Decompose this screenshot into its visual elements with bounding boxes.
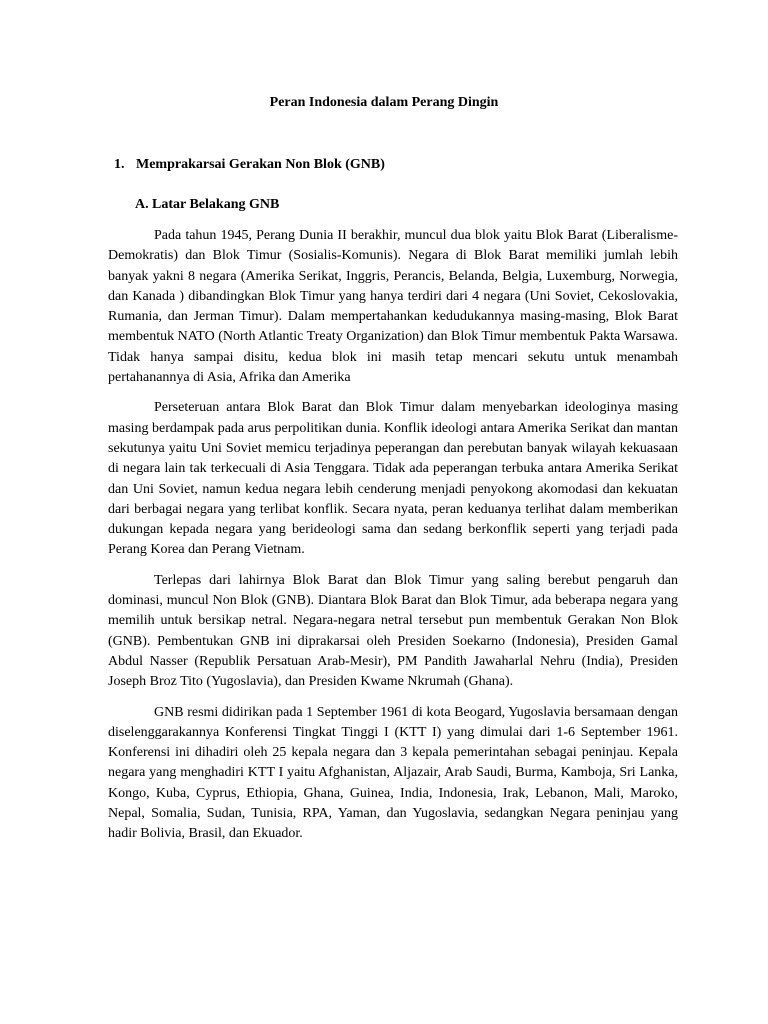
body-text [108, 226, 678, 855]
paragraph: Terlepas dari lahirnya Blok Barat dan Blok Timur yang saling berebut pengaruh dan dominasi, muncul Non Blok (GNB). Diantara Blok Barat dan Blok Timur, ada beberapa negara yang memilih untuk bersikap netral. Negara-negara netral tersebut pun membentuk Gerakan Non Blok (GNB). Pembentukan GNB ini diprakarsai oleh Presiden Soekarno (Indonesia), Presiden Gamal Abdul Nasser (Republik Persatuan Arab-Mesir), PM Pandith Jawaharlal Nehru (India), Presiden Joseph Broz Tito (Yugoslavia), dan Presiden Kwame Nkrumah (Ghana). [108, 572, 678, 690]
paragraph: GNB resmi didirikan pada 1 September 1961 di kota Beogard, Yugoslavia bersamaan dengan diselenggarakannya Konferensi Tingkat Tinggi I (KTT I) yang dimulai dari 1-6 September 1961. Konferensi ini dihadiri oleh 25 kepala negara dan 3 kepala pemerintahan sebagai peninjau. Kepala negara yang menghadiri KTT I yaitu Afghanistan, Aljazair, Arab Saudi, Burma, Kamboja, Sri Lanka, Kongo, Kuba, Cyprus, Ethiopia, Ghana, Guinea, India, Indonesia, Irak, Lebanon, Mali, Maroko, Nepal, Somalia, Sudan, Tunisia, RPA, Yaman, dan Yugoslavia, sedangkan Negara peninjau yang hadir Bolivia, Brasil, dan Ekuador. [108, 704, 678, 842]
subsection-title: Latar Belakang GNB [152, 197, 280, 212]
subsection-heading [135, 195, 279, 215]
section-heading [114, 155, 385, 175]
paragraph: Pada tahun 1945, Perang Dunia II berakhir, muncul dua blok yaitu Blok Barat (Liberalisme-Demokratis) dan Blok Timur (Sosialis-Komunis). Negara di Blok Barat memiliki jumlah lebih banyak yakni 8 negara (Amerika Serikat, Inggris, Perancis, Belanda, Belgia, Luxemburg, Norwegia, dan Kanada ) dibandingkan Blok Timur yang hanya terdiri dari 4 negara (Uni Soviet, Cekoslovakia, Rumania, dan Jerman Timur). Dalam mempertahankan kedudukannya masing-masing, Blok Barat membentuk NATO (North Atlantic Treaty Organization) dan Blok Timur membentuk Pakta Warsawa. Tidak hanya sampai disitu, kedua blok ini masih tetap mencari sekutu untuk menambah pertahanannya di Asia, Afrika dan Amerika [108, 228, 678, 386]
section-number: 1. [114, 157, 125, 172]
paragraph: Perseteruan antara Blok Barat dan Blok Timur dalam menyebarkan ideologinya masing masing berdampak pada arus perpolitikan dunia. Konflik ideologi antara Amerika Serikat dan mantan sekutunya yaitu Uni Soviet memicu terjadinya peperangan dan perebutan banyak wilayah kekuasaan di negara lain tak terkecuali di Asia Tenggara. Tidak ada peperangan terbuka antara Amerika Serikat dan Uni Soviet, namun kedua negara lebih cenderung menjadi penyokong akomodasi dan kekuatan dari berbagai negara yang terlibat konflik. Secara nyata, peran keduanya terlihat dalam memberikan dukungan kepada negara yang berideologi sama dan sedang berkonflik seperti yang terjadi pada Perang Korea dan Perang Vietnam. [108, 400, 678, 558]
section-title: Memprakarsai Gerakan Non Blok (GNB) [136, 157, 385, 172]
page-title: Peran Indonesia dalam Perang Dingin [269, 95, 499, 110]
subsection-letter: A. [135, 197, 149, 212]
